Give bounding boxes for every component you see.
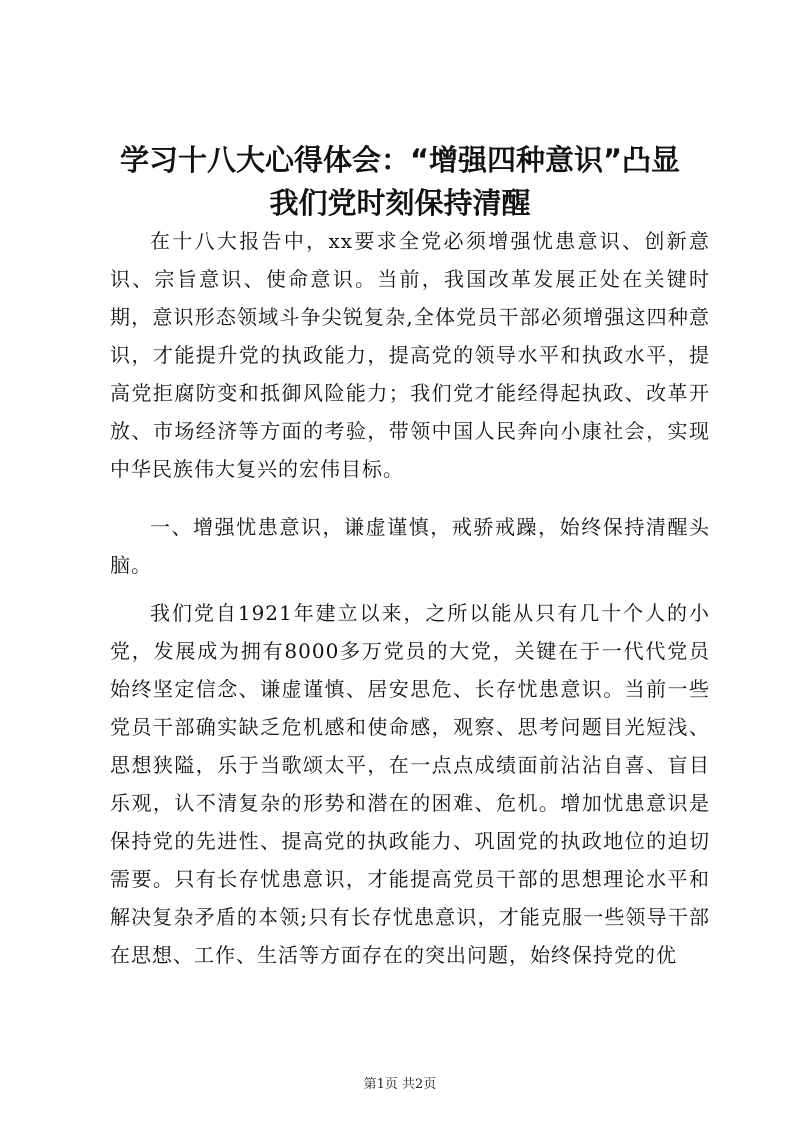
paragraph-body: 我们党自1921年建立以来，之所以能从只有几十个人的小党，发展成为拥有8000多万党员的大党，关键在于一代代党员始终坚定信念、谦虚谨慎、居安思危、长存忧患意识。当前一些党员干部确实缺乏危机感和使命感，观察、思考问题目光短浅、思想狭隘，乐于当歌颂太平，在一点点成绩面前沾沾自喜、盲目乐观，认不清复杂的形势和潜在的困难、危机。增加忧患意识是保持党的先进性、提高党的执政能力、巩固党的执政地位的迫切需要。只有长存忧患意识，才能提高党员干部的思想理论水平和解决复杂矛盾的本领;只有长存忧患意识，才能克服一些领导干部在思想、工作、生活等方面存在的突出问题，始终保持党的优 xyxy=(110,601,710,967)
document-title-line-1: 学习十八大心得体会：“增强四种意识”凸显 xyxy=(119,143,681,177)
document-title-line-2: 我们党时刻保持清醒 xyxy=(269,186,531,220)
section-heading-block xyxy=(110,508,710,584)
paragraph-intro-block xyxy=(110,222,710,488)
paragraph-intro: 在十八大报告中，xx要求全党必须增强忧患意识、创新意识、宗旨意识、使命意识。当前，我国改革发展正处在关键时期，意识形态领域斗争尖锐复杂,全体党员干部必须增强这四种意识，才能提升党的执政能力，提高党的领导水平和执政水平，提高党拒腐防变和抵御风险能力；我们党才能经得起执政、改革开放、市场经济等方面的考验，带领中国人民奔向小康社会，实现中华民族伟大复兴的宏伟目标。 xyxy=(110,229,710,481)
page-number-footer: 第1页 共2页 xyxy=(363,1077,437,1092)
paragraph-body-block xyxy=(110,594,710,974)
section-heading-1: 一、增强忧患意识，谦虚谨慎，戒骄戒躁，始终保持清醒头脑。 xyxy=(110,515,710,577)
